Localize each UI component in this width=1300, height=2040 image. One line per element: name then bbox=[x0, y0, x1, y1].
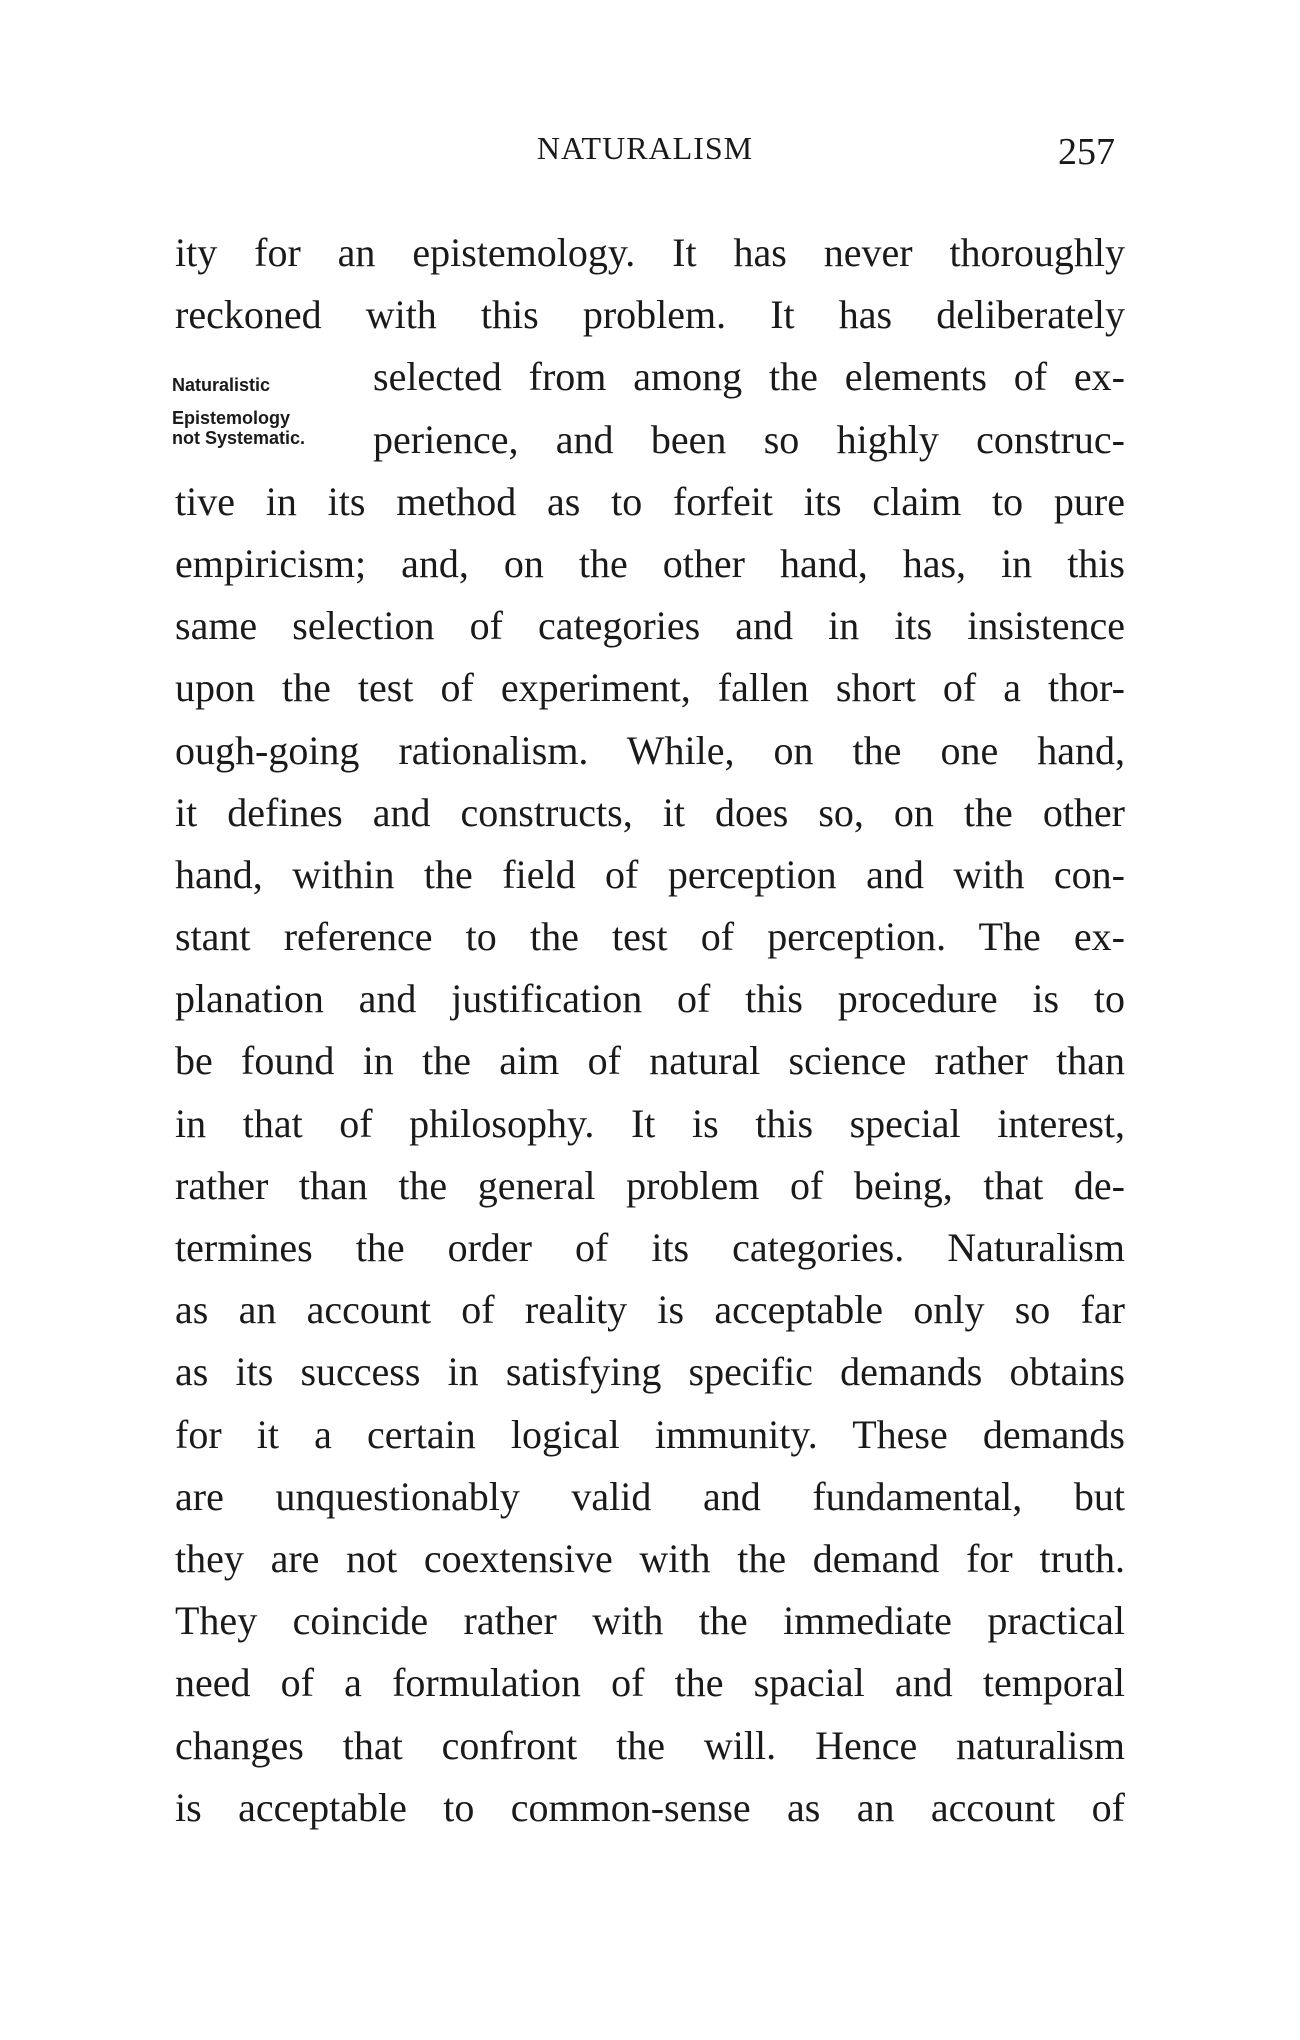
text-line: ity for an epistemology. It has never thoroughly bbox=[175, 230, 1125, 275]
text-line: be found in the aim of natural science rather than bbox=[175, 1038, 1125, 1084]
text-line: termines the order of its categories. Naturalism bbox=[175, 1225, 1125, 1270]
text-line: hand, within the field of perception and with con- bbox=[175, 851, 1125, 897]
text-line: are unquestionably valid and fundamental, but bbox=[175, 1473, 1125, 1519]
text-line: need of a formulation of the spacial and temporal bbox=[175, 1660, 1125, 1706]
text-line: reckoned with this problem. It has deliberately bbox=[175, 292, 1125, 338]
text-line: planation and justification of this procedure is to bbox=[175, 976, 1125, 1022]
text-line: tive in its method as to forfeit its claim to pure bbox=[175, 478, 1125, 524]
running-title: NATURALISM bbox=[536, 130, 754, 166]
text-line: is acceptable to common-sense as an account of bbox=[175, 1784, 1125, 1830]
text-line: rather than the general problem of being, that de- bbox=[175, 1162, 1125, 1208]
page-number: 257 bbox=[1058, 131, 1115, 173]
margin-note-line: not Systematic. bbox=[172, 428, 306, 448]
text-line: same selection of categories and in its insistence bbox=[175, 603, 1125, 649]
text-line: for it a certain logical immunity. These demands bbox=[175, 1411, 1125, 1457]
text-line: as an account of reality is acceptable only so far bbox=[175, 1287, 1125, 1333]
running-head bbox=[175, 130, 1115, 180]
margin-note-line: Epistemology bbox=[172, 408, 291, 428]
text-line: changes that confront the will. Hence naturalism bbox=[175, 1722, 1125, 1768]
text-line: it defines and constructs, it does so, on the other bbox=[175, 789, 1125, 835]
text-line: empiricism; and, on the other hand, has, in this bbox=[175, 540, 1125, 586]
text-line: selected from among the elements of ex- bbox=[373, 354, 1125, 400]
text-line: they are not coextensive with the demand for truth. bbox=[175, 1535, 1125, 1581]
text-line: They coincide rather with the immediate practical bbox=[175, 1598, 1125, 1644]
body-text bbox=[175, 222, 1125, 1839]
text-line: stant reference to the test of perception. The ex- bbox=[175, 914, 1125, 960]
text-line: as its success in satisfying specific demands obtains bbox=[175, 1349, 1125, 1395]
text-line: upon the test of experiment, fallen short of a thor- bbox=[175, 665, 1125, 711]
margin-note-line: Naturalistic bbox=[172, 375, 271, 395]
text-line: ough-going rationalism. While, on the one hand, bbox=[175, 727, 1125, 773]
text-line: perience, and been so highly construc- bbox=[373, 416, 1125, 462]
text-line: in that of philosophy. It is this special interest, bbox=[175, 1100, 1125, 1146]
